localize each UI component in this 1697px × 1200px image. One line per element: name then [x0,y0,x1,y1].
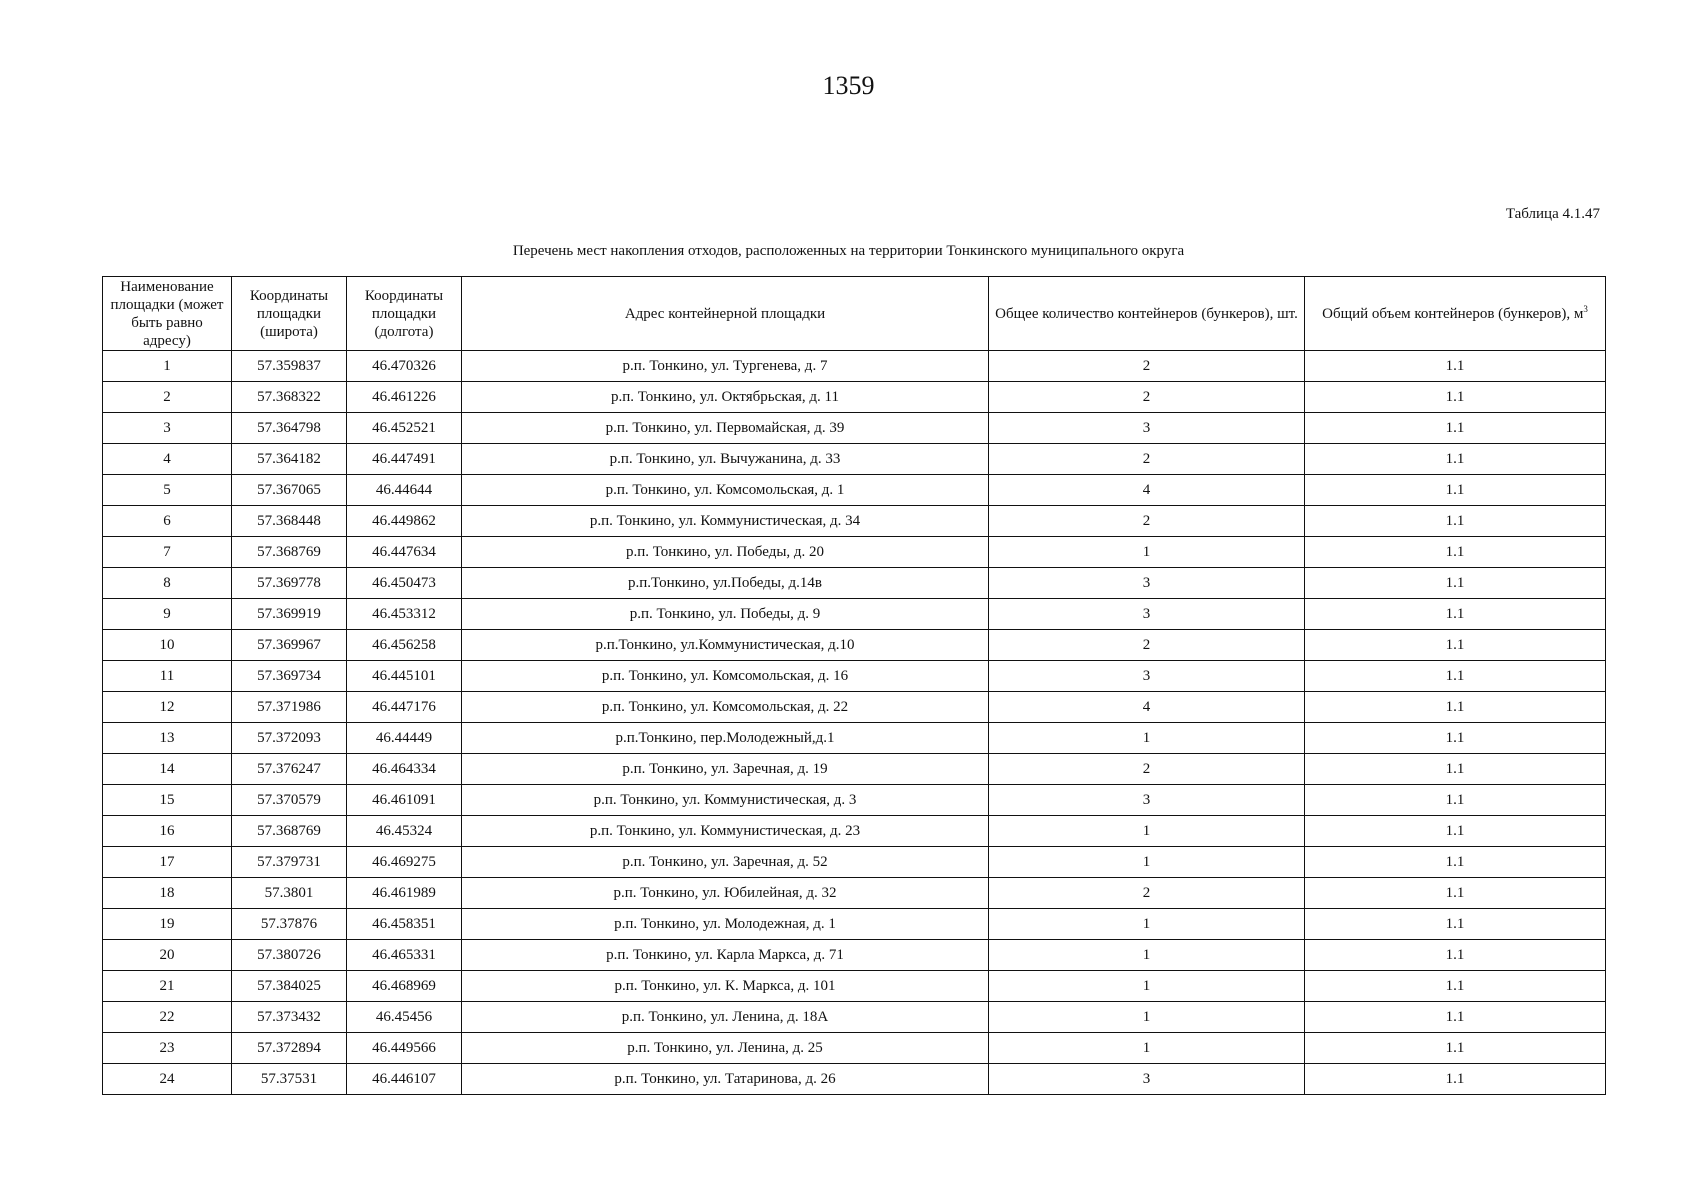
cell-container-count: 1 [989,940,1305,971]
cell-site-name: 17 [103,847,232,878]
table-row [103,816,1606,847]
cell-longitude: 46.447176 [347,692,462,723]
cell-container-volume: 1.1 [1305,785,1606,816]
cell-address: р.п. Тонкино, ул. Комсомольская, д. 16 [462,661,989,692]
cell-container-volume: 1.1 [1305,909,1606,940]
cell-latitude: 57.384025 [232,971,347,1002]
cell-address: р.п. Тонкино, ул. Комсомольская, д. 1 [462,475,989,506]
cell-container-count: 4 [989,475,1305,506]
cell-longitude: 46.452521 [347,413,462,444]
table-row [103,475,1606,506]
cell-site-name: 6 [103,506,232,537]
cell-address: р.п.Тонкино, ул.Победы, д.14в [462,568,989,599]
cell-container-volume: 1.1 [1305,847,1606,878]
cell-site-name: 19 [103,909,232,940]
cell-container-volume: 1.1 [1305,351,1606,382]
cell-container-count: 2 [989,351,1305,382]
cell-longitude: 46.465331 [347,940,462,971]
table-row [103,537,1606,568]
cell-address: р.п. Тонкино, ул. Коммунистическая, д. 34 [462,506,989,537]
cell-latitude: 57.37876 [232,909,347,940]
table-row [103,661,1606,692]
cell-latitude: 57.369967 [232,630,347,661]
table-label: Таблица 4.1.47 [1505,206,1600,222]
table-row [103,568,1606,599]
cell-address: р.п. Тонкино, ул. Победы, д. 20 [462,537,989,568]
cell-longitude: 46.446107 [347,1064,462,1095]
cell-address: р.п. Тонкино, ул. Вычужанина, д. 33 [462,444,989,475]
cell-site-name: 23 [103,1033,232,1064]
cell-site-name: 14 [103,754,232,785]
cell-container-count: 1 [989,816,1305,847]
cell-site-name: 20 [103,940,232,971]
cell-latitude: 57.371986 [232,692,347,723]
cell-longitude: 46.464334 [347,754,462,785]
cell-latitude: 57.369919 [232,599,347,630]
cell-container-volume: 1.1 [1305,413,1606,444]
table-row [103,599,1606,630]
cell-latitude: 57.380726 [232,940,347,971]
cell-address: р.п. Тонкино, ул. Ленина, д. 25 [462,1033,989,1064]
cell-site-name: 21 [103,971,232,1002]
cell-latitude: 57.368448 [232,506,347,537]
cell-address: р.п. Тонкино, ул. Карла Маркса, д. 71 [462,940,989,971]
cell-latitude: 57.37531 [232,1064,347,1095]
cell-site-name: 2 [103,382,232,413]
table-row [103,878,1606,909]
cell-container-count: 2 [989,444,1305,475]
cell-address: р.п. Тонкино, ул. Первомайская, д. 39 [462,413,989,444]
cell-longitude: 46.45324 [347,816,462,847]
cell-container-volume: 1.1 [1305,971,1606,1002]
cell-longitude: 46.456258 [347,630,462,661]
cell-address: р.п. Тонкино, ул. Татаринова, д. 26 [462,1064,989,1095]
cell-container-count: 1 [989,537,1305,568]
cell-longitude: 46.453312 [347,599,462,630]
header-longitude: Координаты площадки (долгота) [347,277,462,351]
cell-longitude: 46.445101 [347,661,462,692]
cell-container-volume: 1.1 [1305,382,1606,413]
header-volume-unit-superscript: 3 [1583,303,1588,314]
table-row [103,351,1606,382]
cell-container-volume: 1.1 [1305,537,1606,568]
cell-container-count: 1 [989,1033,1305,1064]
cell-container-volume: 1.1 [1305,630,1606,661]
table-row [103,754,1606,785]
cell-site-name: 9 [103,599,232,630]
cell-container-count: 3 [989,413,1305,444]
cell-container-volume: 1.1 [1305,723,1606,754]
cell-longitude: 46.447491 [347,444,462,475]
cell-latitude: 57.368769 [232,816,347,847]
cell-longitude: 46.461091 [347,785,462,816]
cell-site-name: 10 [103,630,232,661]
cell-address: р.п. Тонкино, ул. Коммунистическая, д. 3 [462,785,989,816]
table-row [103,971,1606,1002]
table-row [103,692,1606,723]
cell-container-volume: 1.1 [1305,1064,1606,1095]
cell-latitude: 57.379731 [232,847,347,878]
cell-site-name: 5 [103,475,232,506]
header-address: Адрес контейнерной площадки [462,277,989,351]
cell-address: р.п. Тонкино, ул. Заречная, д. 19 [462,754,989,785]
cell-container-count: 1 [989,909,1305,940]
cell-address: р.п. Тонкино, ул. Заречная, д. 52 [462,847,989,878]
cell-container-count: 2 [989,506,1305,537]
cell-address: р.п. Тонкино, ул. К. Маркса, д. 101 [462,971,989,1002]
cell-container-volume: 1.1 [1305,1002,1606,1033]
cell-container-count: 3 [989,661,1305,692]
cell-address: р.п. Тонкино, ул. Ленина, д. 18А [462,1002,989,1033]
cell-address: р.п.Тонкино, ул.Коммунистическая, д.10 [462,630,989,661]
cell-site-name: 13 [103,723,232,754]
cell-site-name: 24 [103,1064,232,1095]
cell-address: р.п.Тонкино, пер.Молодежный,д.1 [462,723,989,754]
cell-latitude: 57.367065 [232,475,347,506]
header-container-volume [1305,277,1606,351]
cell-longitude: 46.469275 [347,847,462,878]
cell-latitude: 57.369778 [232,568,347,599]
cell-address: р.п. Тонкино, ул. Октябрьская, д. 11 [462,382,989,413]
cell-latitude: 57.370579 [232,785,347,816]
cell-address: р.п. Тонкино, ул. Юбилейная, д. 32 [462,878,989,909]
cell-container-volume: 1.1 [1305,816,1606,847]
cell-site-name: 11 [103,661,232,692]
table-row [103,413,1606,444]
cell-container-volume: 1.1 [1305,506,1606,537]
cell-site-name: 4 [103,444,232,475]
cell-longitude: 46.44449 [347,723,462,754]
table-row [103,1002,1606,1033]
cell-container-count: 4 [989,692,1305,723]
cell-address: р.п. Тонкино, ул. Тургенева, д. 7 [462,351,989,382]
cell-longitude: 46.461226 [347,382,462,413]
table-row [103,1064,1606,1095]
header-volume-text: Общий объем контейнеров (бункеров), м [1322,305,1584,322]
table-row [103,630,1606,661]
cell-container-count: 3 [989,785,1305,816]
cell-container-volume: 1.1 [1305,754,1606,785]
cell-container-count: 1 [989,1002,1305,1033]
cell-latitude: 57.372093 [232,723,347,754]
cell-site-name: 8 [103,568,232,599]
cell-latitude: 57.364798 [232,413,347,444]
cell-longitude: 46.45456 [347,1002,462,1033]
cell-longitude: 46.461989 [347,878,462,909]
cell-site-name: 16 [103,816,232,847]
cell-latitude: 57.368322 [232,382,347,413]
header-latitude: Координаты площадки (широта) [232,277,347,351]
cell-container-volume: 1.1 [1305,599,1606,630]
cell-longitude: 46.470326 [347,351,462,382]
cell-container-count: 2 [989,754,1305,785]
table-row [103,847,1606,878]
cell-container-volume: 1.1 [1305,475,1606,506]
table-row [103,382,1606,413]
cell-longitude: 46.44644 [347,475,462,506]
cell-latitude: 57.368769 [232,537,347,568]
cell-container-count: 1 [989,723,1305,754]
table-row [103,506,1606,537]
cell-site-name: 15 [103,785,232,816]
cell-site-name: 7 [103,537,232,568]
cell-container-volume: 1.1 [1305,878,1606,909]
cell-site-name: 22 [103,1002,232,1033]
table-row [103,444,1606,475]
cell-latitude: 57.359837 [232,351,347,382]
cell-longitude: 46.450473 [347,568,462,599]
cell-container-volume: 1.1 [1305,692,1606,723]
table-caption: Перечень мест накопления отходов, расположенных на территории Тонкинского муниципального округа [512,243,1185,259]
cell-container-volume: 1.1 [1305,661,1606,692]
cell-site-name: 3 [103,413,232,444]
cell-latitude: 57.369734 [232,661,347,692]
cell-latitude: 57.364182 [232,444,347,475]
cell-container-volume: 1.1 [1305,1033,1606,1064]
table-row [103,940,1606,971]
table-row [103,723,1606,754]
cell-latitude: 57.372894 [232,1033,347,1064]
header-row [103,277,1606,351]
cell-container-volume: 1.1 [1305,940,1606,971]
cell-site-name: 12 [103,692,232,723]
table-header [103,277,1606,351]
cell-container-count: 2 [989,382,1305,413]
cell-address: р.п. Тонкино, ул. Коммунистическая, д. 23 [462,816,989,847]
header-container-count: Общее количество контейнеров (бункеров), шт. [989,277,1305,351]
cell-container-volume: 1.1 [1305,568,1606,599]
cell-address: р.п. Тонкино, ул. Молодежная, д. 1 [462,909,989,940]
cell-latitude: 57.376247 [232,754,347,785]
table-row [103,909,1606,940]
cell-container-count: 1 [989,971,1305,1002]
table-row [103,1033,1606,1064]
cell-container-count: 3 [989,568,1305,599]
cell-container-count: 2 [989,878,1305,909]
page-number: 1359 [822,71,875,100]
cell-address: р.п. Тонкино, ул. Комсомольская, д. 22 [462,692,989,723]
cell-site-name: 18 [103,878,232,909]
cell-longitude: 46.447634 [347,537,462,568]
cell-longitude: 46.468969 [347,971,462,1002]
cell-longitude: 46.458351 [347,909,462,940]
cell-longitude: 46.449862 [347,506,462,537]
table-row [103,785,1606,816]
cell-container-count: 3 [989,599,1305,630]
cell-address: р.п. Тонкино, ул. Победы, д. 9 [462,599,989,630]
cell-container-count: 2 [989,630,1305,661]
cell-latitude: 57.373432 [232,1002,347,1033]
cell-container-count: 1 [989,847,1305,878]
cell-longitude: 46.449566 [347,1033,462,1064]
waste-sites-table [102,276,1606,1095]
cell-container-count: 3 [989,1064,1305,1095]
header-site-name: Наименование площадки (может быть равно адресу) [103,277,232,351]
table-body [103,351,1606,1095]
cell-latitude: 57.3801 [232,878,347,909]
cell-container-volume: 1.1 [1305,444,1606,475]
cell-site-name: 1 [103,351,232,382]
